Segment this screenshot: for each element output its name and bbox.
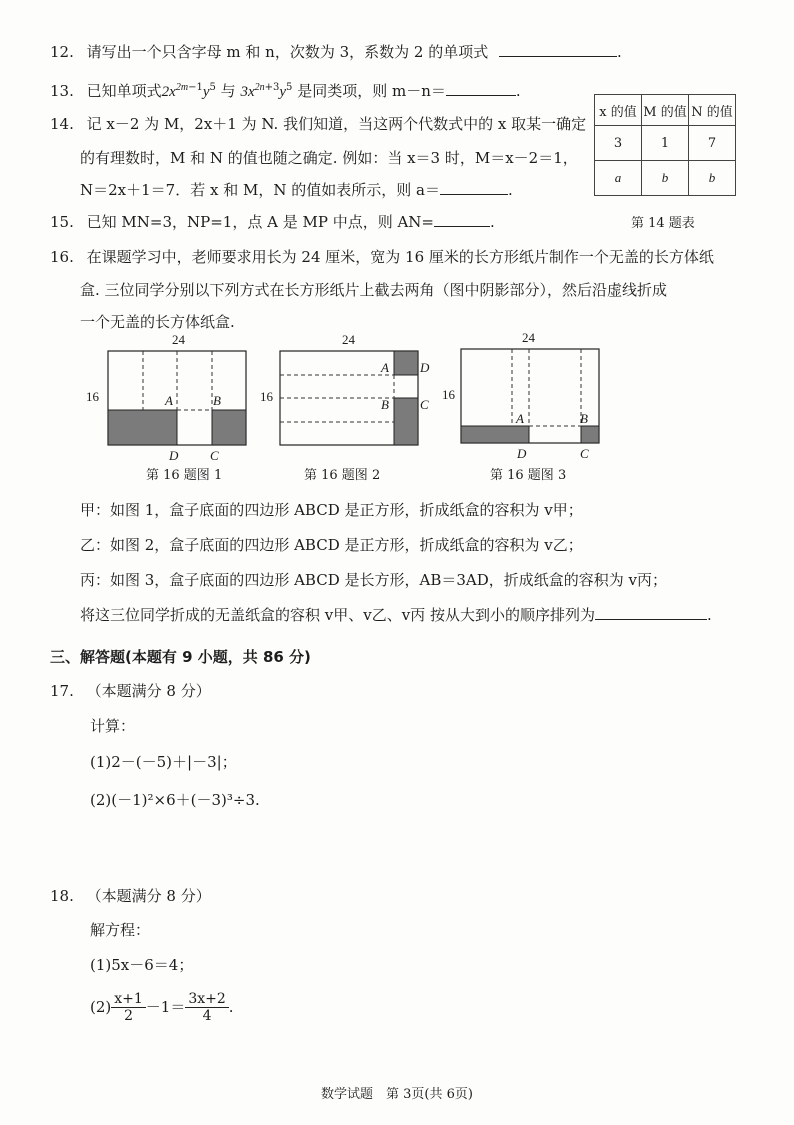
q16-text-3: 一个无盖的长方体纸盒. xyxy=(80,313,235,331)
fig1-height-label: 16 xyxy=(86,389,99,404)
q14-text-2: 的有理数时，M 和 N 的值也随之确定. 例如：当 x＝3 时，M＝x－2＝1， xyxy=(80,149,578,167)
q16-jia: 甲：如图 1，盒子底面的四边形 ABCD 是正方形，折成纸盒的容积为 v甲； xyxy=(80,501,583,519)
q17-part-1: (1)2－(－5)＋|－3|； xyxy=(90,753,237,771)
q14-line3: N＝2x＋1＝7．若 x 和 M，N 的值如表所示，则 a＝ . xyxy=(80,181,513,199)
q18-header xyxy=(50,886,211,906)
section-3-title: 三、解答题(本题有 9 小题，共 86 分) xyxy=(50,648,311,666)
q14-cell: a xyxy=(595,161,642,196)
q13-answer-blank[interactable] xyxy=(446,81,516,96)
q15: 15. 已知 MN=3，NP=1，点 A 是 MP 中点，则 AN= . xyxy=(50,213,495,231)
fig2-height-label: 16 xyxy=(260,389,273,404)
fig1-label-a: A xyxy=(165,393,173,408)
q13-mid: 与 xyxy=(220,82,236,100)
fig1-width-label: 24 xyxy=(172,332,185,347)
fig2-label-a: A xyxy=(381,360,389,375)
q16-text-1: 在课题学习中，老师要求用长为 24 厘米，宽为 16 厘米的长方形纸片制作一个无盖的长方体纸 xyxy=(86,248,714,266)
fig1-shaded-left xyxy=(108,410,177,445)
q14-th-m: M 的值 xyxy=(642,95,689,126)
q16-number: 16. xyxy=(50,248,74,266)
q17-header xyxy=(50,681,211,701)
fig3-caption: 第 16 题图 3 xyxy=(490,468,567,483)
q16-figure-2 xyxy=(260,332,430,445)
q13-number: 13. xyxy=(50,82,74,100)
q14-table-wrap xyxy=(594,94,736,196)
fig3-width-label: 24 xyxy=(522,330,535,345)
fig3-shaded-left xyxy=(461,426,529,443)
q17-score: （本题满分 8 分） xyxy=(86,682,211,700)
q13-post: 是同类项，则 xyxy=(297,82,388,100)
q18-score: （本题满分 8 分） xyxy=(86,887,211,905)
fig3-height-label: 16 xyxy=(442,387,455,402)
fig2-label-c: C xyxy=(420,397,429,412)
fig1-label-d: D xyxy=(169,448,179,463)
q17-number: 17. xyxy=(50,682,74,700)
fig2-caption: 第 16 题图 2 xyxy=(304,468,381,483)
q13-pre: 已知单项式 xyxy=(86,82,162,100)
q16-figure-3 xyxy=(442,330,599,461)
q16-line2 xyxy=(80,280,667,300)
q14-th-x: x 的值 xyxy=(595,95,642,126)
q16-ask-text: 将这三位同学折成的无盖纸盒的容积 v甲、v乙、v丙 按从大到小的顺序排列为 xyxy=(80,606,595,624)
q18-part-1: (1)5x－6＝4； xyxy=(90,956,194,974)
q16-answer-blank[interactable] xyxy=(595,605,707,620)
fig3-label-b: B xyxy=(580,411,588,426)
fig3-label-a: A xyxy=(516,411,524,426)
fig3-label-c: C xyxy=(580,446,589,461)
q14-line2 xyxy=(80,148,578,168)
q18-end: . xyxy=(228,998,234,1016)
q15-text: 已知 MN=3，NP=1，点 A 是 MP 中点，则 AN= xyxy=(86,213,434,231)
q18-number: 18. xyxy=(50,887,74,905)
fig2-label-b: B xyxy=(381,397,389,412)
q18-part-2-label: (2) xyxy=(90,998,112,1016)
q16-bing: 丙：如图 3，盒子底面的四边形 ABCD 是长方形，AB＝3AD，折成纸盒的容积为 v丙； xyxy=(80,571,667,589)
fig3-label-d: D xyxy=(517,446,527,461)
q14-line1 xyxy=(50,114,586,134)
fig2-width-label: 24 xyxy=(342,332,355,347)
q18-right-fraction: $\frac{3x+2}{4}$ xyxy=(185,991,228,1024)
fig3-shaded-right xyxy=(581,426,599,443)
q13-monomial-2: $3x^{2n+3}y^5$ xyxy=(240,82,293,100)
q14-number: 14. xyxy=(50,115,74,133)
q14-cell: b xyxy=(689,161,736,196)
q16-text-2: 盒. 三位同学分别以下列方式在长方形纸片上截去两角（图中阴影部分），然后沿虚线折成 xyxy=(80,281,668,299)
fig2-shaded-bottom xyxy=(394,398,418,445)
q16-yi: 乙：如图 2，盒子底面的四边形 ABCD 是正方形，折成纸盒的容积为 v乙； xyxy=(80,536,583,554)
q13: 13. 已知单项式$2x^{2m-1}y^5$ 与 $3x^{2n+3}y^5$ 是同类项，则 m－n＝ . xyxy=(50,82,521,100)
q13-expr: m－n＝ xyxy=(391,82,446,100)
q16-ask: 将这三位同学折成的无盖纸盒的容积 v甲、v乙、v丙 按从大到小的顺序排列为 . xyxy=(80,606,712,624)
q14-table xyxy=(594,94,736,196)
q18-left-fraction: $\frac{x+1}{2}$ xyxy=(111,991,146,1024)
q14-cell: b xyxy=(642,161,689,196)
fig1-caption: 第 16 题图 1 xyxy=(146,468,223,483)
q16-figures xyxy=(0,325,794,485)
q14-table-caption: 第 14 题表 xyxy=(631,216,695,231)
fig1-label-c: C xyxy=(210,448,219,463)
q12-text: 请写出一个只含字母 m 和 n，次数为 3，系数为 2 的单项式 xyxy=(86,43,489,61)
q16-figure-1 xyxy=(86,332,246,463)
q18-mid: －1＝ xyxy=(145,998,186,1016)
q14-th-n: N 的值 xyxy=(689,95,736,126)
q14-text-1: 记 x－2 为 M，2x＋1 为 N. 我们知道，当这两个代数式中的 x 取某一确定 xyxy=(86,115,587,133)
q14-text-3: N＝2x＋1＝7．若 x 和 M，N 的值如表所示，则 a＝ xyxy=(80,181,440,199)
q15-number: 15. xyxy=(50,213,74,231)
fig2-label-d: D xyxy=(420,360,430,375)
q14-answer-blank[interactable] xyxy=(440,180,508,195)
fig1-label-b: B xyxy=(213,393,221,408)
q14-cell: 3 xyxy=(595,126,642,161)
q15-answer-blank[interactable] xyxy=(434,212,490,227)
q13-monomial-1: $2x^{2m-1}y^5$ xyxy=(161,82,216,100)
q14-cell: 7 xyxy=(689,126,736,161)
q12-answer-blank[interactable] xyxy=(499,42,617,57)
q12-number: 12. xyxy=(50,43,74,61)
page-footer: 数学试题 第 3页(共 6页) xyxy=(321,1087,473,1102)
q17-part-2: (2)(－1)²×6＋(－3)³÷3. xyxy=(90,791,260,809)
q16-line1 xyxy=(50,247,714,267)
fig1-shaded-right xyxy=(212,410,246,445)
q18-part-2 xyxy=(90,988,234,1025)
q12: 12. 请写出一个只含字母 m 和 n，次数为 3，系数为 2 的单项式 . xyxy=(50,43,622,61)
fig2-shaded-top xyxy=(394,351,418,375)
q17-instruction: 计算： xyxy=(90,717,136,735)
q18-instruction: 解方程： xyxy=(90,921,151,939)
q14-cell: 1 xyxy=(642,126,689,161)
